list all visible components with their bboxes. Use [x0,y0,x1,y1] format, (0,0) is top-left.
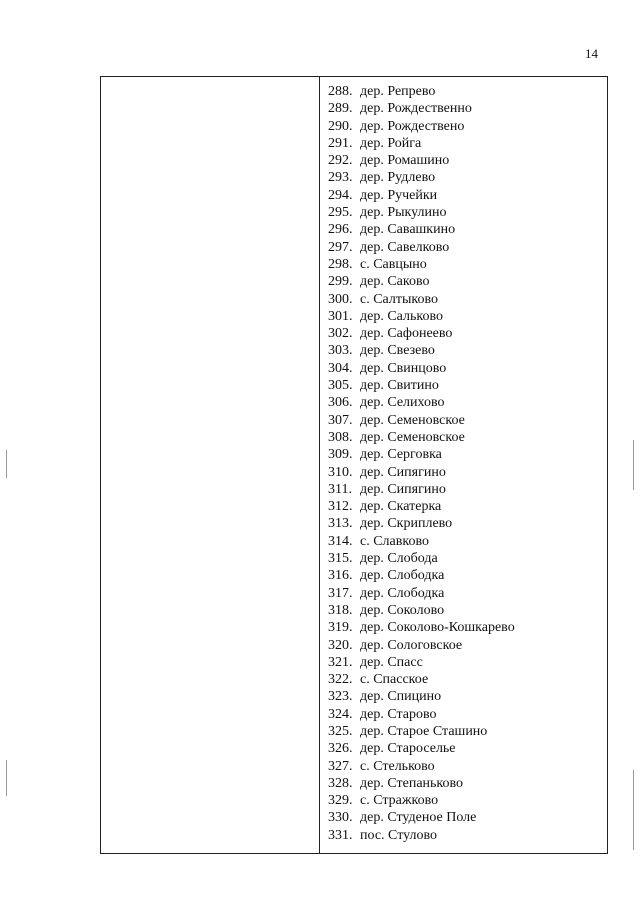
list-item [328,688,607,705]
item-number: 310. [328,464,353,480]
list-item [328,775,607,792]
list-item [328,325,607,342]
settlement-name: дер. Савашкино [360,222,456,238]
settlement-name: дер. Ройга [360,135,422,151]
list-item [328,256,607,273]
settlement-name: дер. Семеновское [360,429,465,445]
list-item [328,723,607,740]
settlement-name: дер. Спицино [360,689,442,705]
list-item [328,291,607,308]
settlement-name: дер. Скриплево [360,516,453,532]
list-item [328,758,607,775]
item-number: 304. [328,360,353,376]
item-number: 291. [328,135,353,151]
item-number: 298. [328,256,353,272]
list-item [328,308,607,325]
list-item [328,827,607,844]
settlement-name: дер. Рудлево [360,170,436,186]
settlement-name: дер. Ромашино [360,153,450,169]
list-item [328,619,607,636]
settlement-name: с. Салтыково [360,291,439,307]
settlement-name: дер. Сафонеево [360,326,453,342]
right-margin-mark [633,770,634,850]
settlement-name: дер. Студеное Поле [360,810,477,826]
list-item [328,567,607,584]
list-item [328,602,607,619]
settlement-name: дер. Свитино [360,378,439,394]
settlement-name: дер. Ручейки [360,187,438,203]
empty-left-column [101,77,320,853]
settlement-name: дер. Слободка [360,585,445,601]
page-number: 14 [585,46,598,61]
settlement-name: дер. Соколово [360,602,445,618]
list-item [328,118,607,135]
settlement-name: с. Стражково [360,793,439,809]
item-number: 317. [328,585,353,601]
settlements-table [100,76,608,854]
list-item [328,100,607,117]
item-number: 300. [328,291,353,307]
item-number: 294. [328,187,353,203]
settlement-name: дер. Старово [360,706,437,722]
settlement-name: дер. Рождественно [360,101,472,117]
list-item [328,221,607,238]
settlement-name: дер. Рождествено [360,118,465,134]
list-item [328,533,607,550]
settlement-name: с. Славково [360,533,429,549]
item-number: 288. [328,84,353,99]
list-item [328,204,607,221]
item-number: 301. [328,308,353,324]
list-item [328,239,607,256]
settlement-name: дер. Скатерка [360,499,442,515]
item-number: 289. [328,101,353,117]
list-item [328,464,607,481]
list-item [328,654,607,671]
item-number: 314. [328,533,353,549]
item-number: 309. [328,447,353,463]
settlement-name: дер. Рыкулино [360,205,447,221]
item-number: 328. [328,775,353,791]
list-item [328,637,607,654]
settlement-name: дер. Свезево [360,343,435,359]
settlement-name: дер. Сипягино [360,464,446,480]
item-number: 322. [328,672,353,688]
left-margin-mark [6,760,7,796]
left-margin-mark [6,450,7,478]
settlement-name: дер. Сальково [360,308,443,324]
item-number: 303. [328,343,353,359]
item-number: 324. [328,706,353,722]
list-item [328,342,607,359]
settlement-name: дер. Староселье [360,741,456,757]
item-number: 311. [328,481,352,497]
item-number: 306. [328,395,353,411]
item-number: 292. [328,153,353,169]
item-number: 297. [328,239,353,255]
list-item [328,152,607,169]
list-item [328,446,607,463]
item-number: 307. [328,412,353,428]
item-number: 295. [328,205,353,221]
list-item [328,83,607,100]
list-item [328,429,607,446]
item-number: 315. [328,551,353,567]
item-number: 312. [328,499,353,515]
settlement-list [320,77,607,853]
item-number: 321. [328,654,353,670]
item-number: 320. [328,637,353,653]
item-number: 302. [328,326,353,342]
list-item [328,169,607,186]
settlement-name: дер. Свинцово [360,360,447,376]
list-item [328,498,607,515]
item-number: 299. [328,274,353,290]
item-number: 323. [328,689,353,705]
item-number: 325. [328,723,353,739]
settlement-name: дер. Старое Сташино [360,723,488,739]
settlement-name: с. Стельково [360,758,435,774]
list-item [328,394,607,411]
list-item [328,585,607,602]
item-number: 296. [328,222,353,238]
list-item [328,273,607,290]
right-margin-mark [633,440,634,490]
item-number: 327. [328,758,353,774]
item-number: 330. [328,810,353,826]
settlement-name: дер. Селихово [360,395,445,411]
item-number: 329. [328,793,353,809]
item-number: 326. [328,741,353,757]
settlement-name: с. Спасское [360,672,429,688]
settlement-name: дер. Слободка [360,568,445,584]
list-item [328,550,607,567]
settlement-name: дер. Савелково [360,239,450,255]
settlement-name: дер. Серговка [360,447,442,463]
settlement-name: пос. Стулово [360,827,438,843]
settlement-name: дер. Сологовское [360,637,463,653]
item-number: 316. [328,568,353,584]
list-item [328,187,607,204]
list-item [328,515,607,532]
item-number: 319. [328,620,353,636]
item-number: 318. [328,602,353,618]
settlement-name: дер. Спасс [360,654,423,670]
list-item [328,792,607,809]
list-item [328,135,607,152]
item-number: 290. [328,118,353,134]
settlement-name: с. Савцыно [360,256,427,272]
item-number: 308. [328,429,353,445]
settlement-name: дер. Семеновское [360,412,465,428]
item-number: 331. [328,827,353,843]
list-item [328,360,607,377]
list-item [328,481,607,498]
item-number: 293. [328,170,353,186]
settlement-name: дер. Сипягино [360,481,446,497]
settlement-name: дер. Саково [360,274,430,290]
item-number: 313. [328,516,353,532]
list-item [328,809,607,826]
settlement-name: дер. Репрево [360,84,436,99]
item-number: 305. [328,378,353,394]
list-item [328,671,607,688]
list-item [328,740,607,757]
list-item [328,377,607,394]
settlement-name: дер. Степаньково [360,775,464,791]
settlement-name: дер. Соколово-Кошкарево [360,620,515,636]
list-item [328,706,607,723]
list-item [328,412,607,429]
settlement-name: дер. Слобода [360,551,438,567]
